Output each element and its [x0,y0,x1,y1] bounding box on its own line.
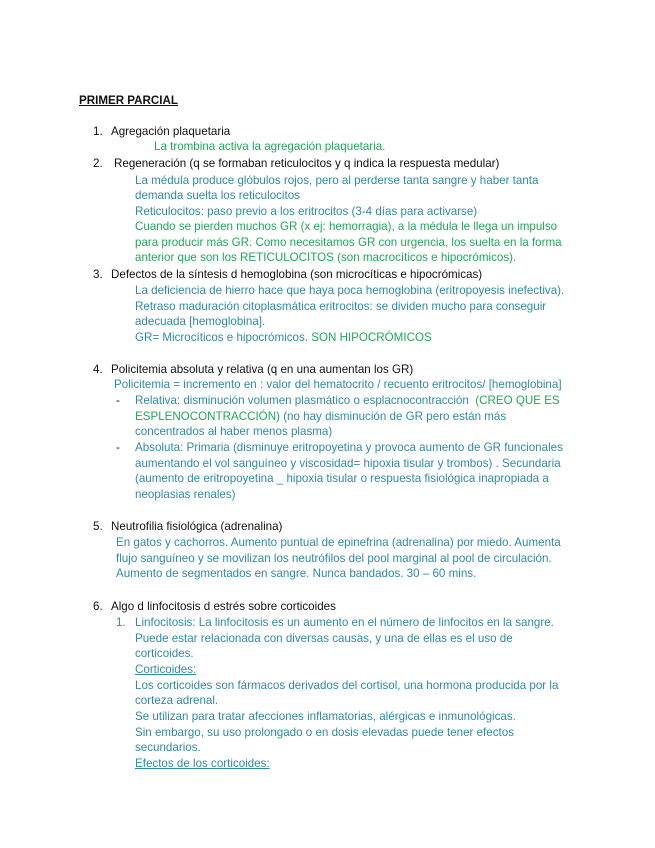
section-3-line: Retraso maduración citoplasmática eritrocitos: se dividen mucho para conseguir [135,300,547,313]
section-6-line: corteza adrenal. [135,694,219,707]
section-1-heading: Agregación plaquetaria [111,125,231,138]
bullet-emphasis: ESPLENOCONTRACCIÓN) [135,410,280,423]
page-title: PRIMER PARCIAL [79,94,178,107]
section-2-line: Reticulocitos: paso previo a los eritrocitos (3-4 días para activarse) [135,205,478,218]
efectos-subheading: Efectos de los corticoides: [135,757,270,770]
section-5-line: En gatos y cachorros. Aumento puntual de epinefrina (adrenalina) por miedo. Aumenta [116,536,561,549]
section-2-number: 2. [93,157,103,170]
section-2-line: demanda suelta los reticulocitos [135,189,300,202]
section-2-heading: Regeneración (q se formaban reticulocitos y q indica la respuesta medular) [114,157,500,170]
section-1-number: 1. [93,125,103,138]
section-3-line [135,330,432,345]
bullet-absoluta-line: neoplasias renales) [135,488,236,501]
bullet-absoluta-line: Absoluta: Primaria (disminuye eritropoyetina y provoca aumento de GR funcionales [135,441,563,454]
bullet-absoluta-line: (aumento de eritropoyetina _ hipoxia tisular o respuesta fisiológica inapropiada a [135,472,549,485]
section-5-heading: Neutrofilia fisiológica (adrenalina) [111,520,283,533]
section-6-line: Se utilizan para tratar afecciones inflamatorias, alérgicas e inmunológicas. [135,710,516,723]
section-6-heading: Algo d linfocitosis d estrés sobre corticoides [111,600,336,613]
section-6-line: secundarios. [135,741,201,754]
bullet-dash: - [116,441,120,454]
bullet-text: Relativa: disminución volumen plasmático o esplacnocontracción [135,394,469,407]
section-6-line: Los corticoides son fármacos derivados del cortisol, una hormona producida por la [135,679,559,692]
bullet-emphasis: (CREO QUE ES [475,394,560,407]
section-6-line: corticoides. [135,647,194,660]
section-2-line: La médula produce glóbulos rojos, pero al perderse tanta sangre y haber tanta [135,174,539,187]
bullet-relativa-line [135,409,506,424]
section-2-line: anterior que son los RETICULOCITOS (son macrocíticos e hipocrómicos). [135,251,517,264]
section-3-line: adecuada [hemoglobina]. [135,315,266,328]
section-4-number: 4. [93,363,103,376]
section-4-heading: Policitemia absoluta y relativa (q en una aumentan los GR) [111,363,414,376]
section-5-number: 5. [93,520,103,533]
bullet-text: (no hay disminución de GR pero están más [283,410,507,423]
section-3-text: GR= Microcíticos e hipocrómicos. [135,331,308,344]
subsection-number: 1. [116,616,126,629]
section-3-emphasis: SON HIPOCRÓMICOS [311,331,432,344]
section-6-line: Sin embargo, su uso prolongado o en dosis elevadas puede tener efectos [135,726,514,739]
section-2-line: Cuando se pierden muchos GR (x ej: hemorragia), a la médula le llega un impulso [135,220,558,233]
bullet-dash: - [116,394,120,407]
section-3-number: 3. [93,268,103,281]
section-6-line: Puede estar relacionada con diversas causas, y una de ellas es el uso de [135,632,513,645]
section-4-line: Policitemia = incremento en : valor del hematocrito / recuento eritrocitos/ [hemoglobina] [114,378,562,391]
section-3-line: La deficiencia de hierro hace que haya poca hemoglobina (eritropoyesis inefectiva). [135,284,565,297]
section-6-number: 6. [93,600,103,613]
section-5-line: Aumento de segmentados en sangre. Nunca bandados. 30 – 60 mins. [116,567,477,580]
section-6-line: Linfocitosis: La linfocitosis es un aumento en el número de linfocitos en la sangre. [135,616,554,629]
section-5-line: flujo sanguíneo y se movilizan los neutrófilos del pool marginal al pool de circulación. [116,552,552,565]
bullet-absoluta-line: aumentando el vol sanguíneo y viscosidad= hipoxia tisular y trombos) . Secundaria [135,457,561,470]
section-3-heading: Defectos de la síntesis d hemoglobina (son microcíticas e hipocrómicas) [111,268,483,281]
section-1-line: La trombina activa la agregación plaquetaria. [154,140,386,153]
section-2-line: para producir más GR. Como necesitamos GR con urgencia, los suelta en la forma [135,236,562,249]
bullet-relativa-line: concentrados al haber menos plasma) [135,425,333,438]
corticoides-subheading: Corticoides: [135,663,197,676]
bullet-relativa-line [135,393,560,408]
